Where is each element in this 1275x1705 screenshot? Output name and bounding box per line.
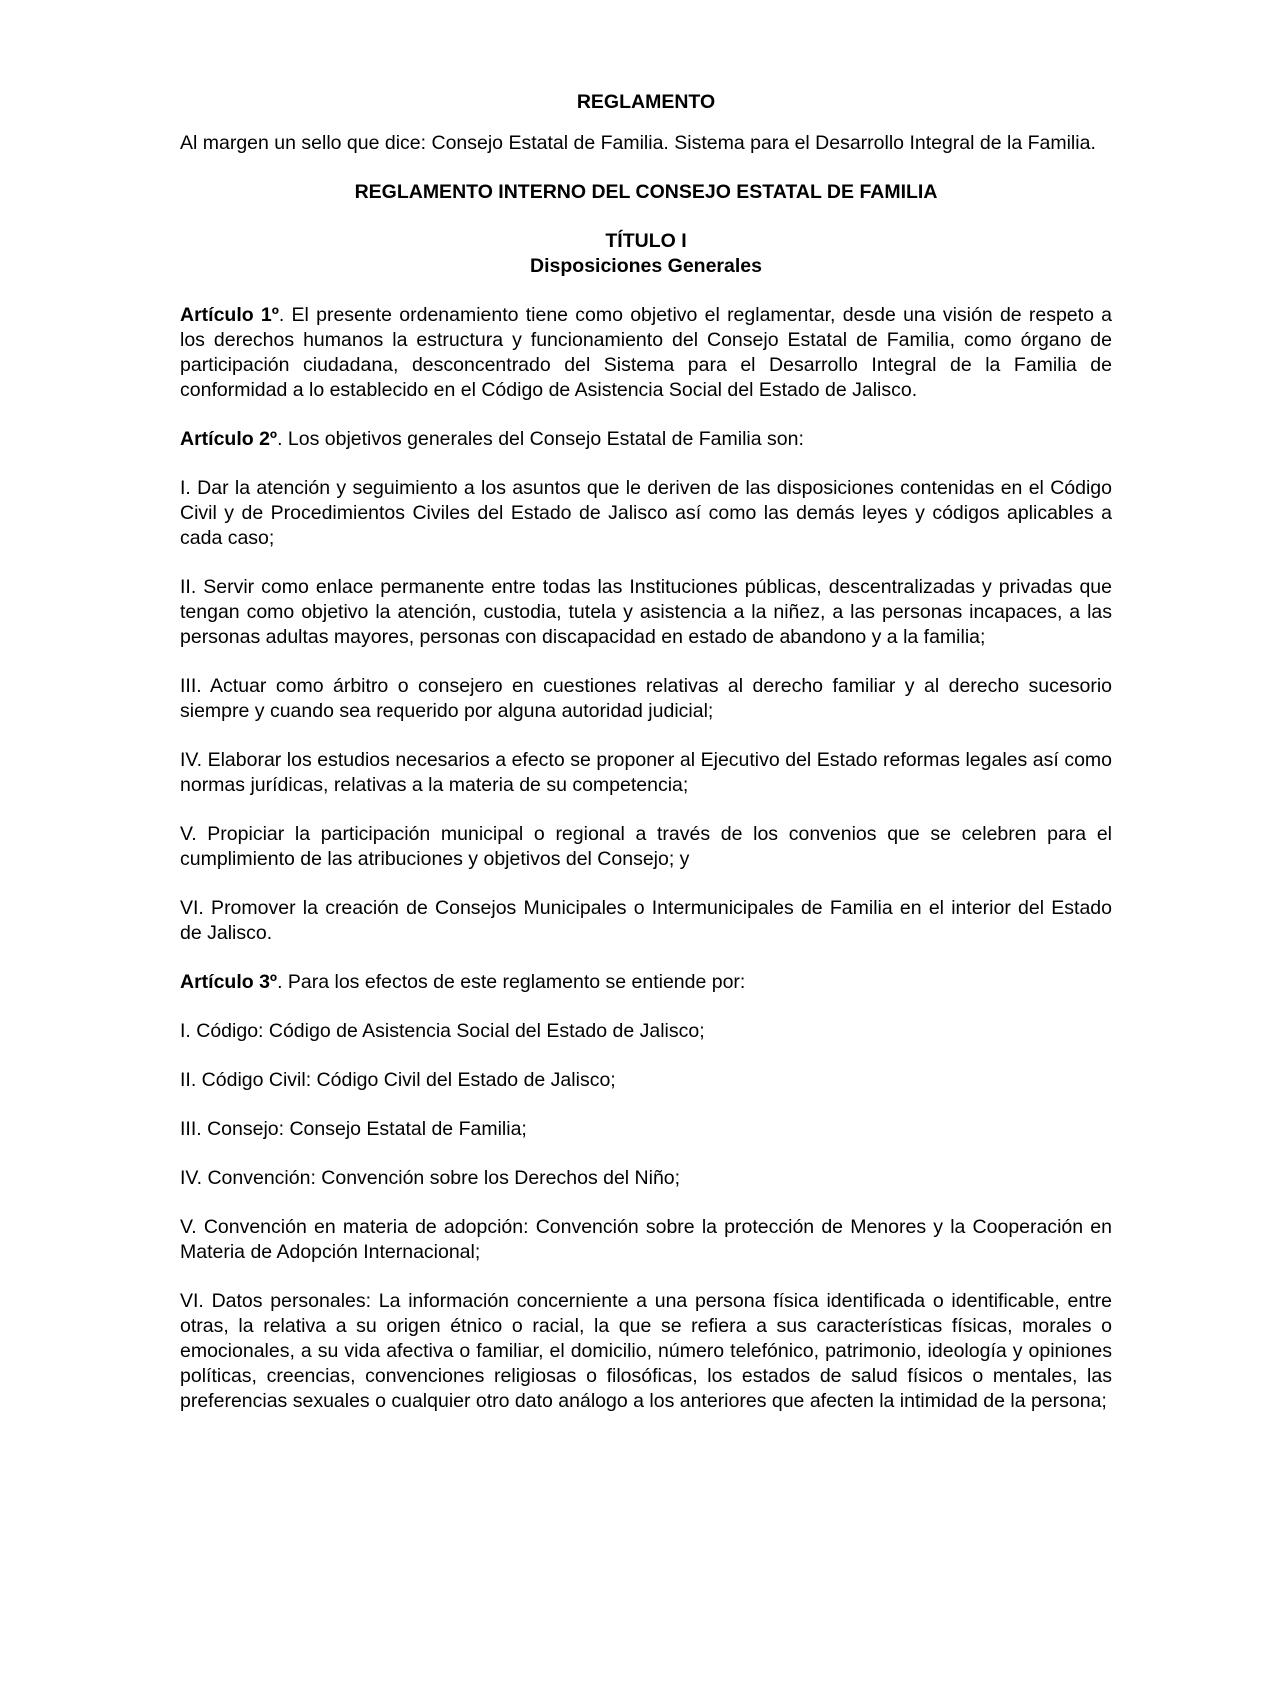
articulo-1-label: Artículo 1º: [180, 304, 279, 326]
articulo-3-item: I. Código: Código de Asistencia Social del Estado de Jalisco;: [180, 1020, 705, 1042]
titulo-block: [180, 229, 1112, 279]
articulo-2-item: I. Dar la atención y seguimiento a los asuntos que le deriven de las disposiciones contenidas en el Código Civil y de Procedimientos Civiles del Estado de Jalisco así como las demás leyes y códigos aplicables a cada caso;: [180, 477, 1112, 549]
articulo-2-text: . Los objetivos generales del Consejo Estatal de Familia son:: [277, 428, 804, 450]
articulo-3-item: III. Consejo: Consejo Estatal de Familia;: [180, 1118, 527, 1140]
titulo-subtitle: Disposiciones Generales: [530, 255, 762, 277]
articulo-2-label: Artículo 2º: [180, 428, 278, 450]
articulo-2-item: III. Actuar como árbitro o consejero en cuestiones relativas al derecho familiar y al derecho sucesorio siempre y cuando sea requerido por alguna autoridad judicial;: [180, 675, 1112, 722]
articulo-2-item: V. Propiciar la participación municipal o regional a través de los convenios que se celebren para el cumplimiento de las atribuciones y objetivos del Consejo; y: [180, 823, 1112, 870]
articulo-3: [180, 970, 1112, 995]
articulo-1: [180, 303, 1112, 403]
main-heading: REGLAMENTO INTERNO DEL CONSEJO ESTATAL DE FAMILIA: [354, 181, 938, 203]
document-title: REGLAMENTO: [576, 91, 716, 113]
document-page: [180, 90, 1112, 1438]
articulo-3-text: . Para los efectos de este reglamento se entiende por:: [277, 971, 746, 993]
articulo-2-item: II. Servir como enlace permanente entre todas las Instituciones públicas, descentralizadas y privadas que tengan como objetivo la atención, custodia, tutela y asistencia a la niñez, a las personas incapaces, a las personas adultas mayores, personas con discapacidad en estado de abandono y a la familia;: [180, 576, 1112, 648]
articulo-3-item: II. Código Civil: Código Civil del Estado de Jalisco;: [180, 1069, 616, 1091]
articulo-1-text: . El presente ordenamiento tiene como objetivo el reglamentar, desde una visión de respeto a los derechos humanos la estructura y funcionamiento del Consejo Estatal de Familia, como órgano de participación ciudadana, desconcentrado del Sistema para el Desarrollo Integral de la Familia de conformidad a lo establecido en el Código de Asistencia Social del Estado de Jalisco.: [180, 304, 1112, 401]
articulo-2: [180, 427, 1112, 452]
articulo-3-item: VI. Datos personales: La información concerniente a una persona física identificada o identificable, entre otras, la relativa a su origen étnico o racial, la que se refiera a sus características físicas, morales o emocionales, a su vida afectiva o familiar, el domicilio, número telefónico, patrimonio, ideología y opiniones políticas, creencias, convenciones religiosas o filosóficas, los estados de salud físicos o mentales, las preferencias sexuales o cualquier otro dato análogo a los anteriores que afecten la intimidad de la persona;: [180, 1290, 1112, 1412]
titulo-label: TÍTULO I: [605, 230, 687, 252]
articulo-3-label: Artículo 3º: [180, 971, 278, 993]
articulo-3-item: IV. Convención: Convención sobre los Derechos del Niño;: [180, 1167, 681, 1189]
articulo-2-item: IV. Elaborar los estudios necesarios a efecto se proponer al Ejecutivo del Estado reformas legales así como normas jurídicas, relativas a la materia de su competencia;: [180, 749, 1112, 796]
articulo-2-item: VI. Promover la creación de Consejos Municipales o Intermunicipales de Familia en el interior del Estado de Jalisco.: [180, 897, 1112, 944]
intro-paragraph: Al margen un sello que dice: Consejo Estatal de Familia. Sistema para el Desarrollo Integral de la Familia.: [180, 132, 1096, 154]
articulo-3-item: V. Convención en materia de adopción: Convención sobre la protección de Menores y la Cooperación en Materia de Adopción Internacional;: [180, 1216, 1112, 1263]
